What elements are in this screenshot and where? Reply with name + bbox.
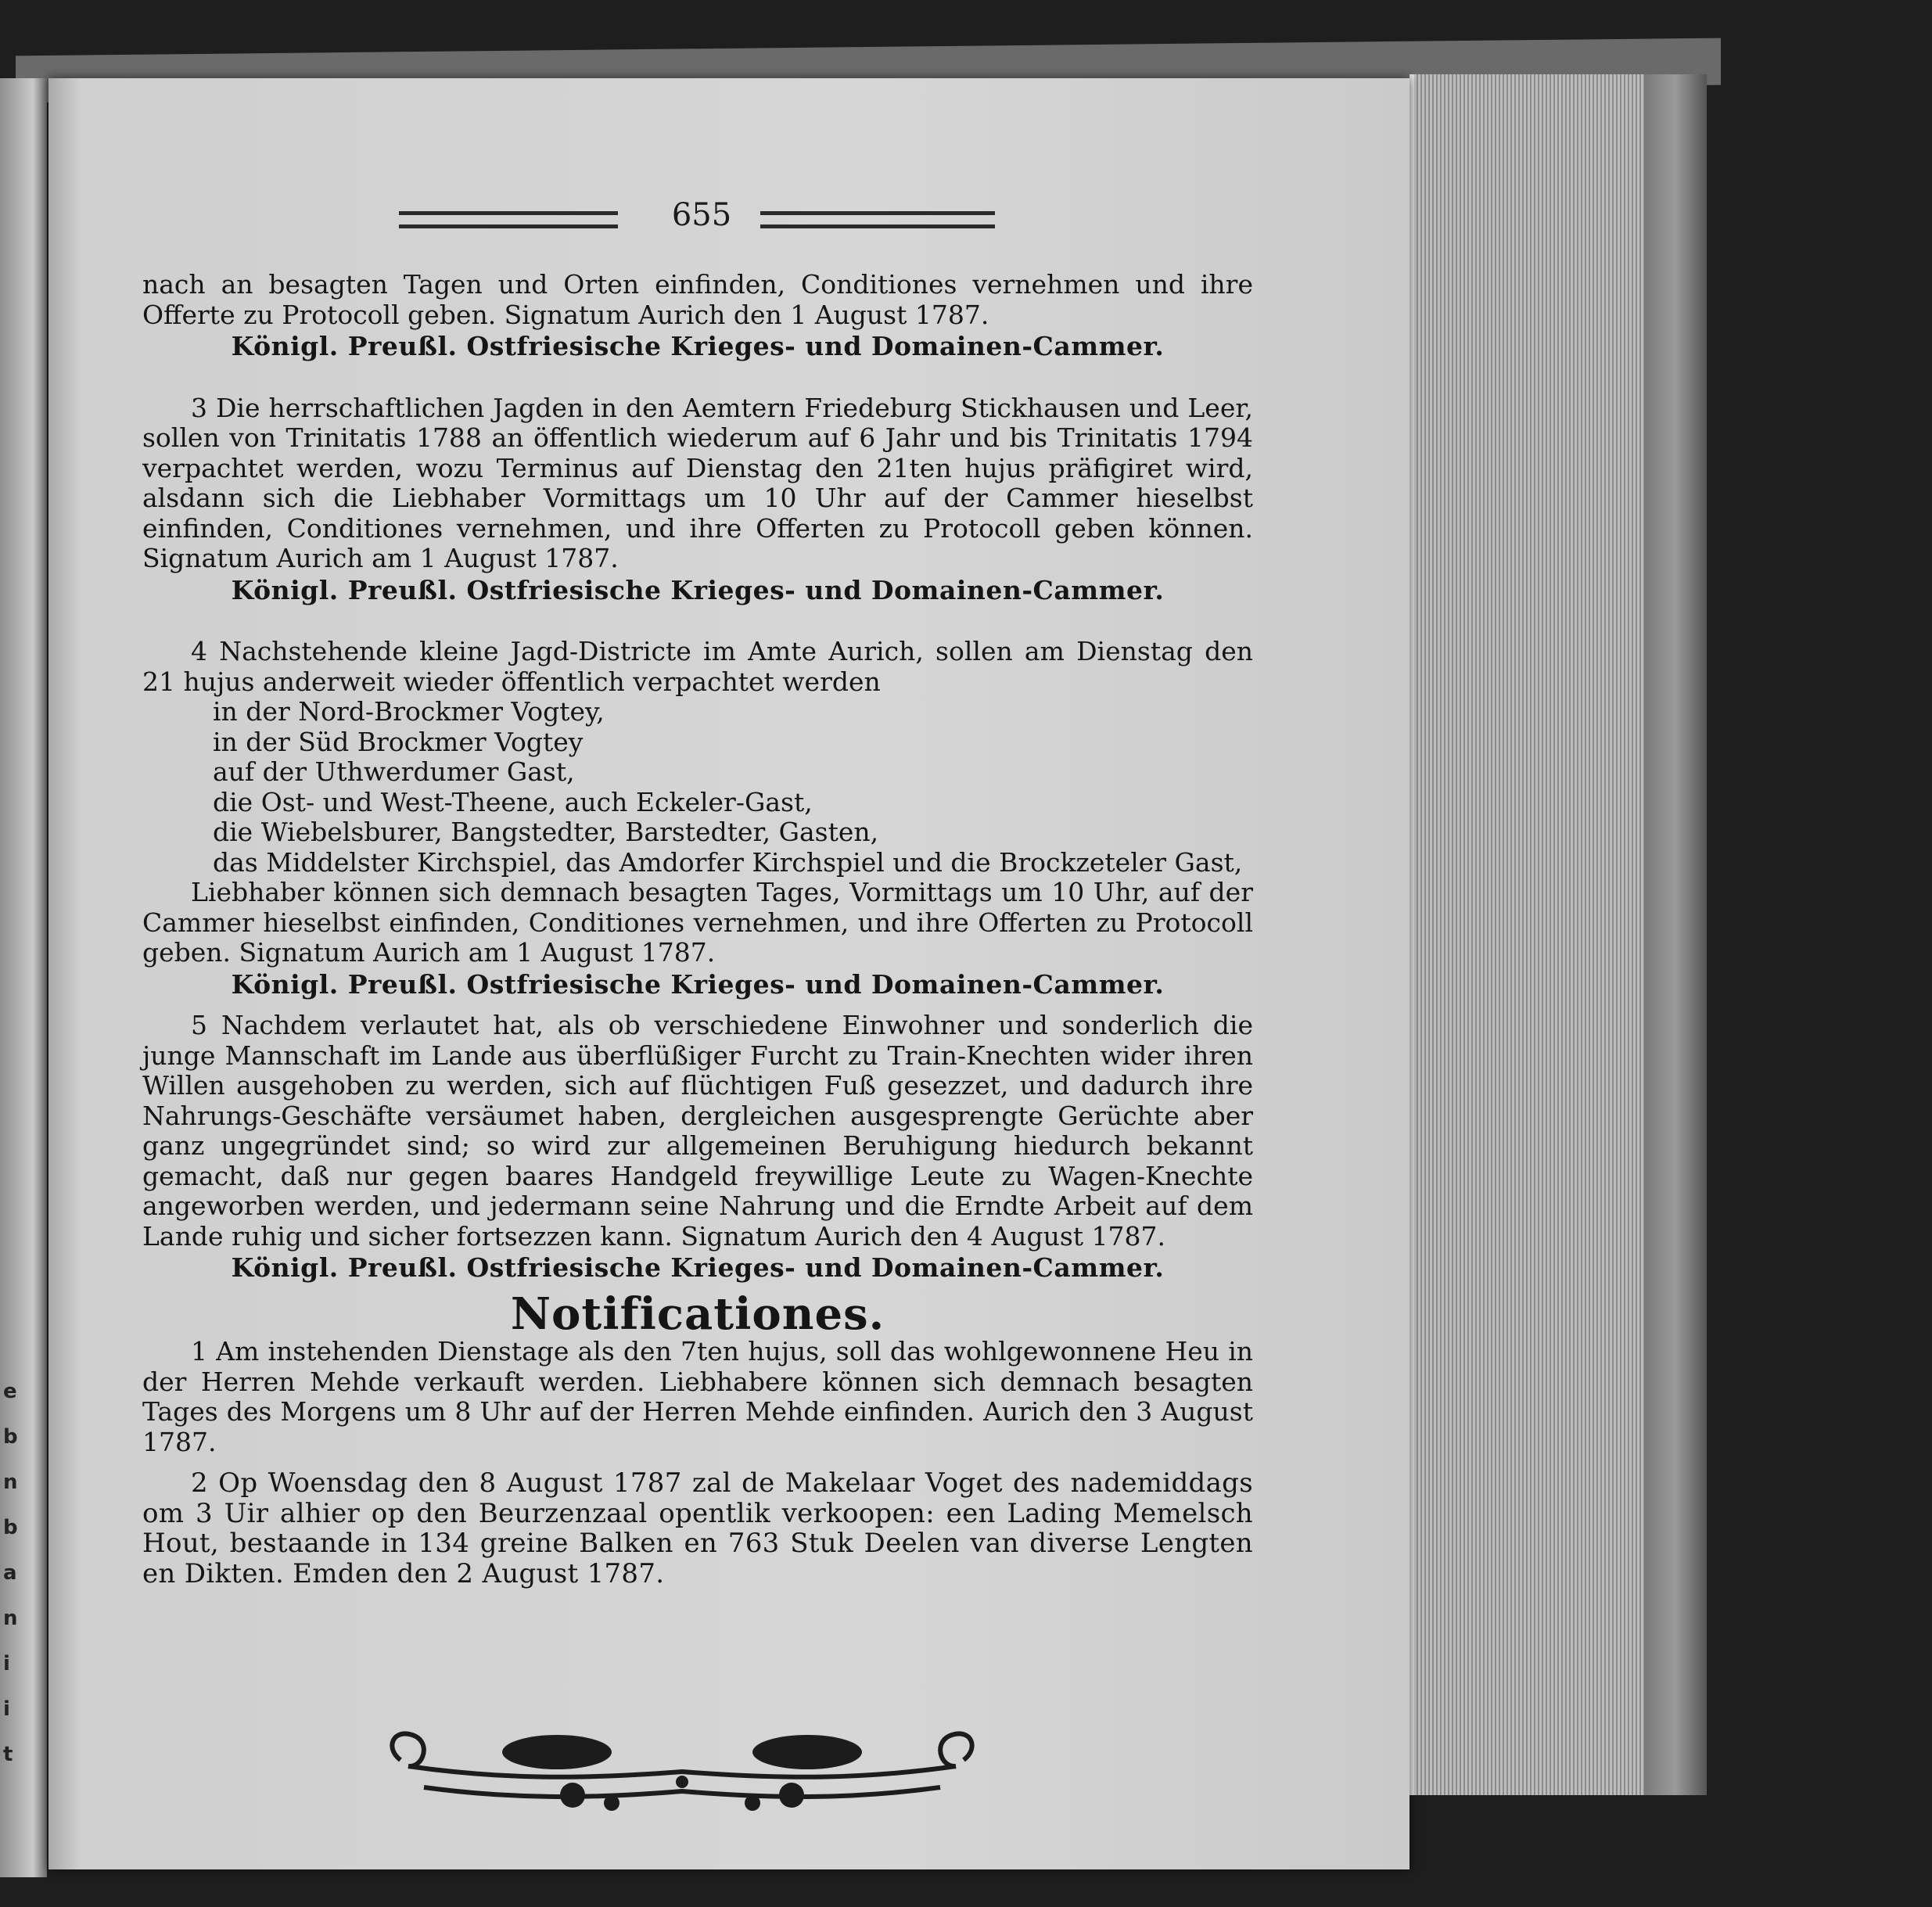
page-body [142, 270, 1253, 1589]
left-page-marks: e b n b a n i i t [3, 1380, 18, 1766]
list-item: auf der Uthwerdumer Gast, [213, 756, 575, 787]
left-page-edge [0, 78, 47, 1877]
district-list [142, 697, 1253, 878]
paragraph-continuation: nach an besagten Tagen und Orten einfinden, Conditiones vernehmen und ihre Offerte zu Protocoll geben. Signatum Aurich den 1 August 1787. [142, 269, 1253, 330]
list-item: in der Nord-Brockmer Vogtey, [213, 696, 605, 727]
signature-line: Königl. Preußl. Ostfriesische Krieges- und Domainen-Cammer. [231, 574, 1165, 605]
paragraph-5: 5 Nachdem verlautet hat, als ob verschiedene Einwohner und sonderlich die junge Mannschaft im Lande aus überflüßiger Furcht zu Train-Knechten wider ihren Willen ausgehoben zu werden, sich auf flüchtigen Fuß gesezzet, und dadurch ihre Nahrungs-Geschäfte versäumet haben, dergleichen ausgesprengte Gerüchte aber ganz ungegründet sind; so wird zur allgemeinen Beruhigung hiedurch bekannt gemacht, daß nur gegen baares Handgeld freywillige Leute zu Wagen-Knechte angeworben werden, und jedermann seine Nahrung und die Erndte Arbeit auf dem Lande ruhig und sicher fortsezzen kann. Signatum Aurich den 4 August 1787. [142, 1010, 1253, 1252]
section-heading: Notificationes. [510, 1287, 885, 1340]
list-item: das Middelster Kirchspiel, das Amdorfer Kirchspiel und die Brockzeteler Gast, [213, 846, 1243, 878]
page-stack-edges [1409, 74, 1649, 1795]
signature-line: Königl. Preußl. Ostfriesische Krieges- und Domainen-Cammer. [231, 1252, 1165, 1283]
page-number: 655 [671, 197, 732, 233]
header-rule-left [399, 211, 618, 228]
list-item: in der Süd Brockmer Vogtey [213, 726, 584, 757]
book-spine-shadow [1644, 74, 1707, 1795]
book-page [48, 78, 1409, 1869]
paragraph-4: 4 Nachstehende kleine Jagd-Districte im Amte Aurich, sollen am Dienstag den 21 hujus anderweit wieder öffentlich verpachtet werden [142, 636, 1253, 697]
list-item: die Wiebelsburer, Bangstedter, Barstedter, Gasten, [213, 817, 879, 847]
signature-line: Königl. Preußl. Ostfriesische Krieges- und Domainen-Cammer. [231, 331, 1165, 361]
notification-1: 1 Am instehenden Dienstage als den 7ten hujus, soll das wohlgewonnene Heu in der Herren Mehde verkauft werden. Liebhabere können sich demnach besagten Tages des Morgens um 8 Uhr auf der Herren Mehde einfinden. Aurich den 3 August 1787. [142, 1336, 1253, 1457]
decorative-ornament [377, 1705, 987, 1830]
header-rule-right [760, 211, 995, 228]
list-item: die Ost- und West-Theene, auch Eckeler-Gast, [213, 786, 813, 817]
paragraph-4-continued: Liebhaber können sich demnach besagten Tages, Vormittags um 10 Uhr, auf der Cammer hieselbst einfinden, Conditiones vernehmen, und ihre Offerten zu Protocoll geben. Signatum Aurich am 1 August 1787. [142, 877, 1253, 968]
notification-2: 2 Op Woensdag den 8 August 1787 zal de Makelaar Voget des nademiddags om 3 Uir alhier op den Beurzenzaal opentlik verkoopen: een Lading Memelsch Hout, bestaande in 134 greine Balken en 763 Stuk Deelen van diverse Lengten en Dikten. Emden den 2 August 1787. [142, 1467, 1253, 1589]
signature-line: Königl. Preußl. Ostfriesische Krieges- und Domainen-Cammer. [231, 968, 1165, 1000]
paragraph-3: 3 Die herrschaftlichen Jagden in den Aemtern Friedeburg Stickhausen und Leer, sollen von Trinitatis 1788 an öffentlich wiederum auf 6 Jahr und bis Trinitatis 1794 verpachtet werden, wozu Terminus auf Dienstag den 21ten hujus präfigiret wird, alsdann sich die Liebhaber Vormittags um 10 Uhr auf der Cammer hieselbst einfinden, Conditiones vernehmen, und ihre Offerten zu Protocoll geben können. Signatum Aurich am 1 August 1787. [142, 392, 1253, 573]
page-header [393, 197, 1097, 244]
